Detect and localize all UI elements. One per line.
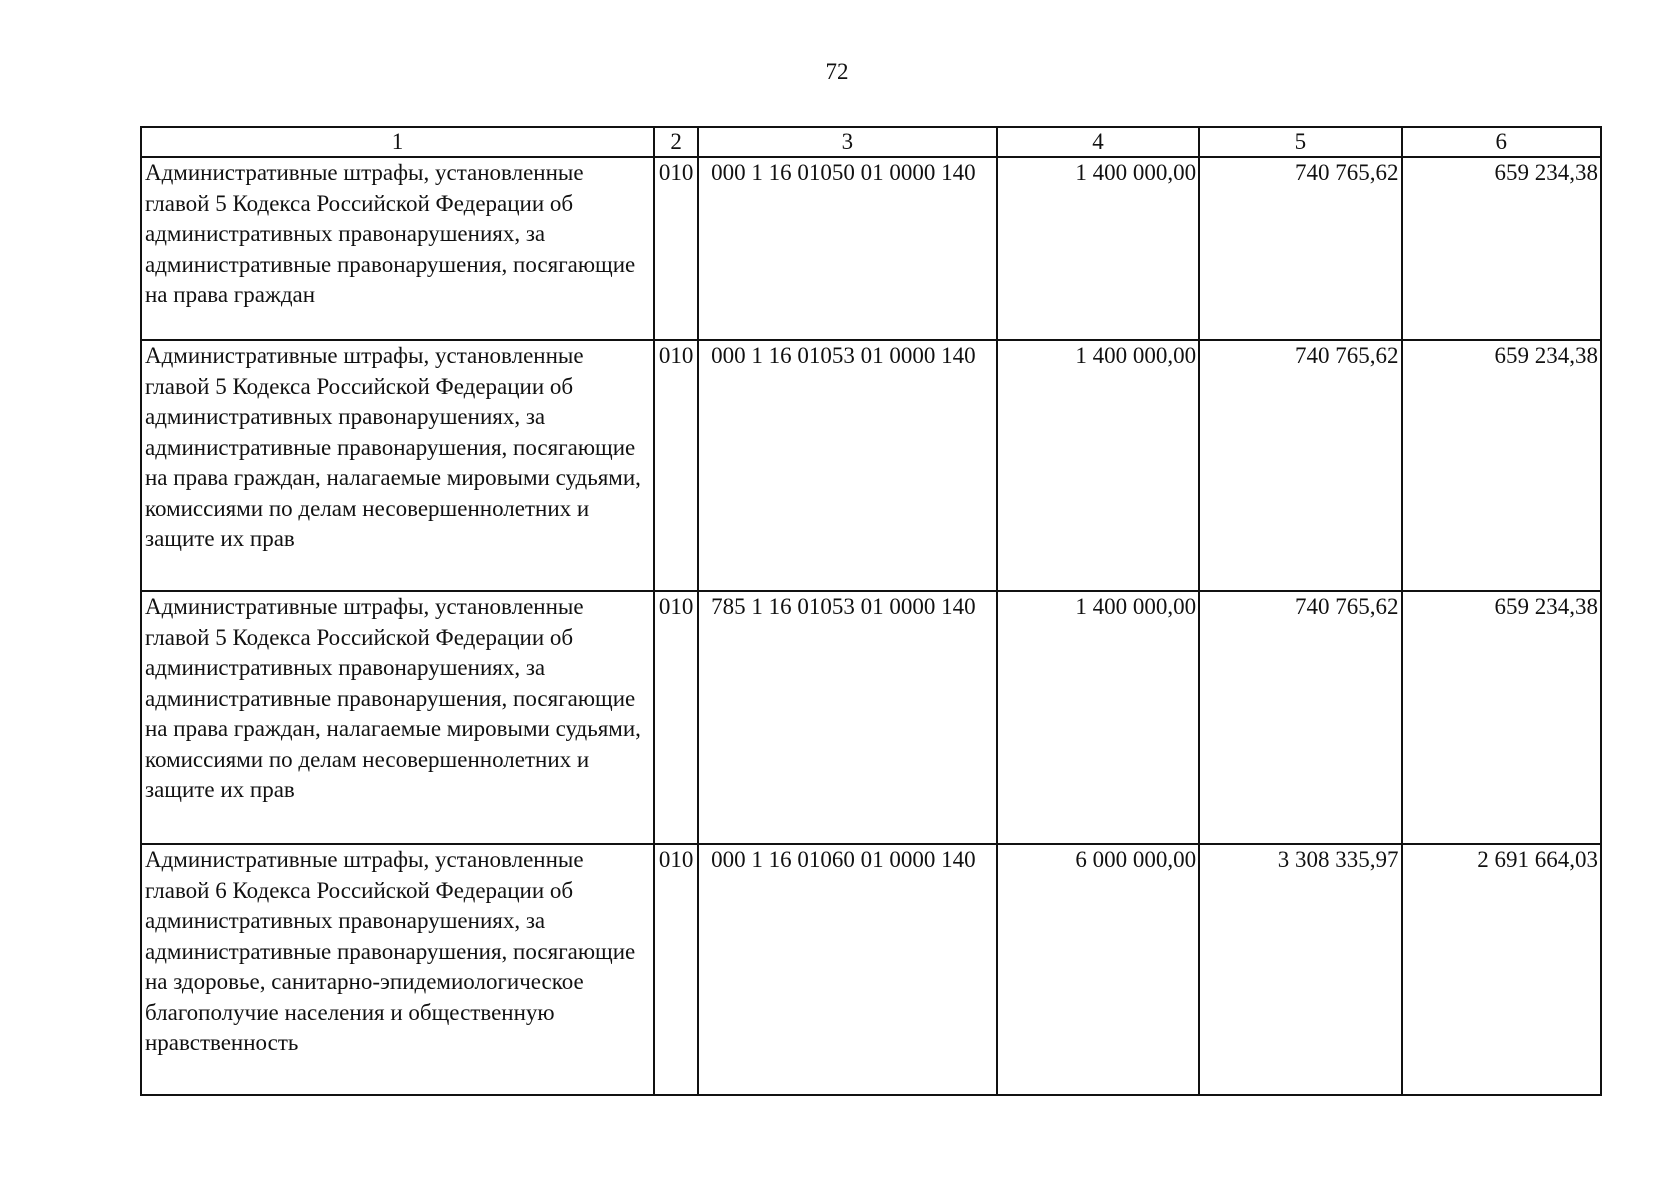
row-kbk-code: 000 1 16 01060 01 0000 140 <box>698 844 997 1095</box>
row-admin-code: 010 <box>654 591 698 844</box>
column-header: 3 <box>698 127 997 157</box>
budget-table <box>140 126 1602 1096</box>
column-header: 5 <box>1199 127 1401 157</box>
row-remaining-amount: 659 234,38 <box>1402 157 1601 340</box>
row-description: Административные штрафы, установленные главой 6 Кодекса Российской Федерации об административных правонарушениях, за административные правонарушения, посягающие на здоровье, санитарно-эпидемиологическое благополучие населения и общественную нравственность <box>141 844 654 1095</box>
row-remaining-amount: 2 691 664,03 <box>1402 844 1601 1095</box>
row-approved-amount: 1 400 000,00 <box>997 157 1199 340</box>
row-executed-amount: 740 765,62 <box>1199 591 1401 844</box>
column-header: 6 <box>1402 127 1601 157</box>
row-admin-code: 010 <box>654 157 698 340</box>
row-executed-amount: 740 765,62 <box>1199 157 1401 340</box>
table-header-row <box>141 127 1601 157</box>
table-row <box>141 844 1601 1095</box>
row-executed-amount: 3 308 335,97 <box>1199 844 1401 1095</box>
column-header: 4 <box>997 127 1199 157</box>
row-approved-amount: 1 400 000,00 <box>997 340 1199 591</box>
row-kbk-code: 000 1 16 01053 01 0000 140 <box>698 340 997 591</box>
column-header: 2 <box>654 127 698 157</box>
column-header: 1 <box>141 127 654 157</box>
page-number: 72 <box>825 59 849 84</box>
table-row <box>141 157 1601 340</box>
row-kbk-code: 000 1 16 01050 01 0000 140 <box>698 157 997 340</box>
row-description: Административные штрафы, установленные главой 5 Кодекса Российской Федерации об административных правонарушениях, за административные правонарушения, посягающие на права граждан, налагаемые мировыми судьями, комиссиями по делам несовершеннолетних и защите их прав <box>141 591 654 844</box>
row-kbk-code: 785 1 16 01053 01 0000 140 <box>698 591 997 844</box>
row-description: Административные штрафы, установленные главой 5 Кодекса Российской Федерации об административных правонарушениях, за административные правонарушения, посягающие на права граждан <box>141 157 654 340</box>
row-remaining-amount: 659 234,38 <box>1402 340 1601 591</box>
row-executed-amount: 740 765,62 <box>1199 340 1401 591</box>
row-admin-code: 010 <box>654 844 698 1095</box>
row-remaining-amount: 659 234,38 <box>1402 591 1601 844</box>
row-description: Административные штрафы, установленные главой 5 Кодекса Российской Федерации об административных правонарушениях, за административные правонарушения, посягающие на права граждан, налагаемые мировыми судьями, комиссиями по делам несовершеннолетних и защите их прав <box>141 340 654 591</box>
table-row <box>141 340 1601 591</box>
table-row <box>141 591 1601 844</box>
row-approved-amount: 6 000 000,00 <box>997 844 1199 1095</box>
row-approved-amount: 1 400 000,00 <box>997 591 1199 844</box>
row-admin-code: 010 <box>654 340 698 591</box>
